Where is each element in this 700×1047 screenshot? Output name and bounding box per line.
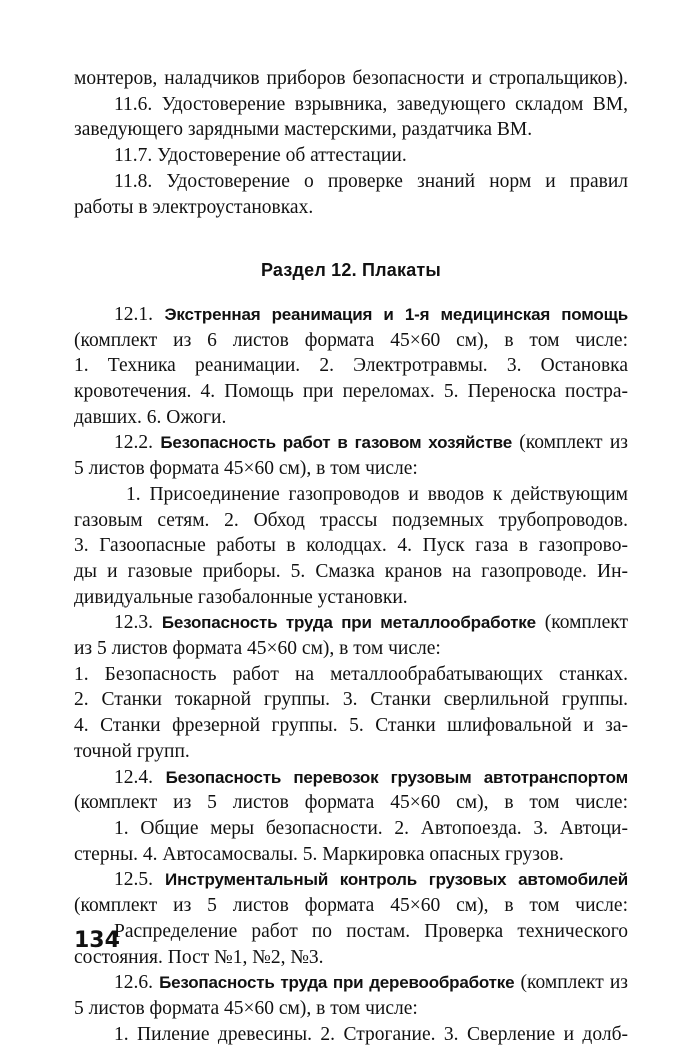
text-line: 4. Станки фрезерной группы. 5. Станки шлифовальной и за-	[74, 715, 628, 737]
text-line: 11.6. Удостоверение взрывника, заведующего складом ВМ,	[114, 93, 628, 115]
spacer	[74, 220, 628, 258]
text-line: 11.7. Удостоверение об аттестации.	[114, 145, 407, 167]
text-line: работы в электроустановках.	[74, 196, 314, 218]
item-number: 12.4.	[114, 766, 153, 788]
text-line: (комплект из 6 листов формата 45×60 см), в том числе:	[74, 329, 628, 351]
item-first-line	[74, 970, 628, 996]
item-first-line	[74, 430, 628, 456]
item-number: 12.5.	[114, 869, 153, 891]
text-line: Распределение работ по постам. Проверка технического	[114, 920, 628, 942]
text-line: давших. 6. Ожоги.	[74, 406, 227, 428]
item-title-tail: (комплект из	[520, 972, 629, 994]
text-line: 5 листов формата 45×60 см), в том числе:	[74, 458, 418, 480]
item-title: Инструментальный контроль грузовых автомобилей	[165, 870, 629, 890]
item-title: Безопасность труда при металлообработке	[161, 613, 536, 633]
page-text	[74, 66, 628, 1047]
spacer	[74, 284, 628, 302]
item-title: Безопасность труда при деревообработке	[159, 973, 515, 993]
item-title: Экстренная реанимация и 1-я медицинская помощь	[164, 304, 628, 324]
text-line: заведующего зарядными мастерскими, раздатчика ВМ.	[74, 119, 533, 141]
text-line: 1. Общие меры безопасности. 2. Автопоезда. 3. Автоци-	[114, 817, 628, 839]
section-heading: Раздел 12. Плакаты	[260, 260, 442, 281]
item-first-line	[74, 302, 628, 328]
text-line: 1. Присоединение газопроводов и вводов к действующим	[126, 483, 628, 505]
text-line: ды и газовые приборы. 5. Смазка кранов на газопроводе. Ин-	[74, 560, 628, 582]
text-line: (комплект из 5 листов формата 45×60 см), в том числе:	[74, 895, 628, 917]
item-title-tail: (комплект	[544, 612, 628, 634]
item-first-line	[74, 610, 628, 636]
text-line: 5 листов формата 45×60 см), в том числе:	[74, 997, 418, 1019]
text-line: точной групп.	[74, 740, 190, 762]
page-number: 134	[74, 928, 120, 953]
text-line: 3. Газоопасные работы в колодцах. 4. Пуск газа в газопрово-	[74, 535, 628, 557]
text-line: из 5 листов формата 45×60 см), в том числе:	[74, 638, 441, 660]
item-first-line	[74, 765, 628, 791]
item-number: 12.1.	[114, 303, 153, 325]
text-line: кровотечения. 4. Помощь при переломах. 5. Переноска постра-	[74, 381, 628, 403]
item-number: 12.3.	[114, 612, 153, 634]
text-line: газовым сетям. 2. Обход трассы подземных трубопроводов.	[74, 509, 628, 531]
text-line: 1. Безопасность работ на металлообрабатывающих станках.	[74, 663, 628, 685]
item-first-line	[74, 867, 628, 893]
item-title: Безопасность перевозок грузовым автотранспортом	[165, 767, 628, 787]
text-line: 2. Станки токарной группы. 3. Станки сверлильной группы.	[74, 689, 628, 711]
text-line: монтеров, наладчиков приборов безопасности и стропальщиков).	[74, 68, 628, 89]
item-number: 12.6.	[114, 972, 153, 994]
text-line: стерны. 4. Автосамосвалы. 5. Маркировка опасных грузов.	[74, 843, 564, 865]
text-line: дивидуальные газобалонные установки.	[74, 586, 408, 608]
item-title: Безопасность работ в газовом хозяйстве	[160, 433, 512, 453]
text-line: 1. Техника реанимации. 2. Электротравмы. 3. Остановка	[74, 355, 628, 377]
text-line: 1. Пиление древесины. 2. Строгание. 3. Сверление и долб-	[114, 1023, 628, 1045]
item-number: 12.2.	[114, 432, 153, 454]
text-line: (комплект из 5 листов формата 45×60 см), в том числе:	[74, 792, 628, 814]
item-title-tail: (комплект из	[519, 432, 629, 454]
text-line: состояния. Пост №1, №2, №3.	[74, 946, 324, 968]
text-line: 11.8. Удостоверение о проверке знаний норм и правил	[114, 170, 628, 192]
